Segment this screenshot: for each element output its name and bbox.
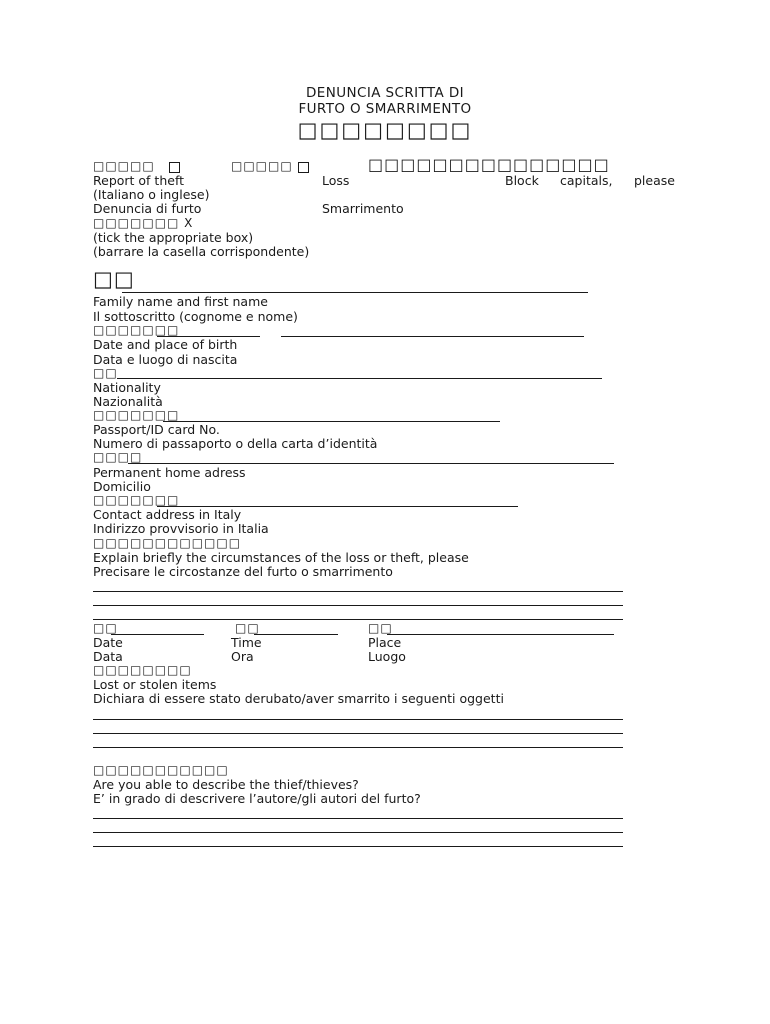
tick-en-label: (tick the appropriate box)	[93, 230, 254, 245]
block-capitals-cjk: □□□□□□□□□□□□□□□	[368, 155, 610, 174]
capitals-label: capitals,	[560, 173, 613, 188]
passport-it-label: Numero di passaporto o della carta d’identità	[93, 436, 378, 451]
smarrimento-label: Smarrimento	[322, 201, 404, 216]
birth-place-input-line[interactable]	[281, 336, 584, 337]
date-it-label: Data	[93, 649, 123, 664]
circumstances-line[interactable]	[93, 591, 623, 592]
items-it-label: Dichiara di essere stato derubato/aver smarrito i seguenti oggetti	[93, 691, 504, 706]
birth-it-label: Data e luogo di nascita	[93, 352, 238, 367]
thief-cjk-label: □□□□□□□□□□□	[93, 763, 229, 777]
theft-cjk-label: □□□□□	[93, 159, 155, 173]
time-cjk-label: □□	[235, 621, 260, 635]
time-en-label: Time	[231, 635, 262, 650]
name-cjk-label: □□	[93, 267, 135, 291]
circumstances-line[interactable]	[93, 605, 623, 606]
place-input-line[interactable]	[387, 634, 614, 635]
birth-en-label: Date and place of birth	[93, 337, 238, 352]
nationality-input-line[interactable]	[117, 378, 602, 379]
thief-line[interactable]	[93, 846, 623, 847]
home-it-label: Domicilio	[93, 479, 151, 494]
items-line[interactable]	[93, 733, 623, 734]
title-line-1: DENUNCIA SCRITTA DI	[305, 85, 464, 101]
time-it-label: Ora	[231, 649, 254, 664]
date-input-line[interactable]	[111, 634, 204, 635]
birth-cjk-label: □□□□□□□	[93, 323, 180, 337]
report-of-theft-label: Report of theft	[93, 173, 185, 188]
contact-it-label: Indirizzo provvisorio in Italia	[93, 521, 269, 536]
name-input-line[interactable]	[122, 292, 588, 293]
thief-line[interactable]	[93, 832, 623, 833]
title-cjk: □□□□□□□□	[297, 118, 473, 142]
contact-cjk-label: □□□□□□□	[93, 493, 180, 507]
language-note: (Italiano o inglese)	[93, 187, 210, 202]
tick-cjk-label: □□□□□□□ X	[93, 216, 194, 230]
circumstances-en-label: Explain briefly the circumstances of the loss or theft, please	[93, 550, 469, 565]
home-address-input-line[interactable]	[128, 463, 614, 464]
tick-it-label: (barrare la casella corrispondente)	[93, 244, 310, 259]
circumstances-line[interactable]	[93, 619, 623, 620]
loss-checkbox[interactable]	[298, 160, 309, 175]
items-en-label: Lost or stolen items	[93, 677, 217, 692]
date-cjk-label: □□	[93, 621, 118, 635]
items-line[interactable]	[93, 747, 623, 748]
date-en-label: Date	[93, 635, 123, 650]
loss-cjk-label: □□□□□	[231, 159, 293, 173]
denuncia-furto-label: Denuncia di furto	[93, 201, 202, 216]
place-en-label: Place	[368, 635, 402, 650]
contact-en-label: Contact address in Italy	[93, 507, 242, 522]
block-label: Block	[505, 173, 539, 188]
circumstances-cjk-label: □□□□□□□□□□□□	[93, 536, 242, 550]
time-input-line[interactable]	[254, 634, 338, 635]
thief-en-label: Are you able to describe the thief/thieves?	[93, 777, 359, 792]
items-line[interactable]	[93, 719, 623, 720]
home-cjk-label: □□□□	[93, 450, 143, 464]
thief-line[interactable]	[93, 818, 623, 819]
thief-it-label: E’ in grado di descrivere l’autore/gli autori del furto?	[93, 791, 421, 806]
place-cjk-label: □□	[368, 621, 393, 635]
items-cjk-label: □□□□□□□□	[93, 663, 192, 677]
passport-en-label: Passport/ID card No.	[93, 422, 220, 437]
loss-label: Loss	[322, 173, 350, 188]
title-line-2: FURTO O SMARRIMENTO	[298, 101, 472, 117]
checkbox-box	[169, 162, 180, 173]
checkbox-box	[298, 162, 309, 173]
nationality-en-label: Nationality	[93, 380, 161, 395]
name-it-label: Il sottoscritto (cognome e nome)	[93, 309, 298, 324]
nationality-cjk-label: □□	[93, 366, 118, 380]
home-en-label: Permanent home adress	[93, 465, 246, 480]
circumstances-it-label: Precisare le circostanze del furto o smarrimento	[93, 564, 393, 579]
passport-cjk-label: □□□□□□□	[93, 408, 180, 422]
please-label: please	[634, 173, 675, 188]
name-en-label: Family name and first name	[93, 294, 268, 309]
place-it-label: Luogo	[368, 649, 406, 664]
nationality-it-label: Nazionalità	[93, 394, 163, 409]
